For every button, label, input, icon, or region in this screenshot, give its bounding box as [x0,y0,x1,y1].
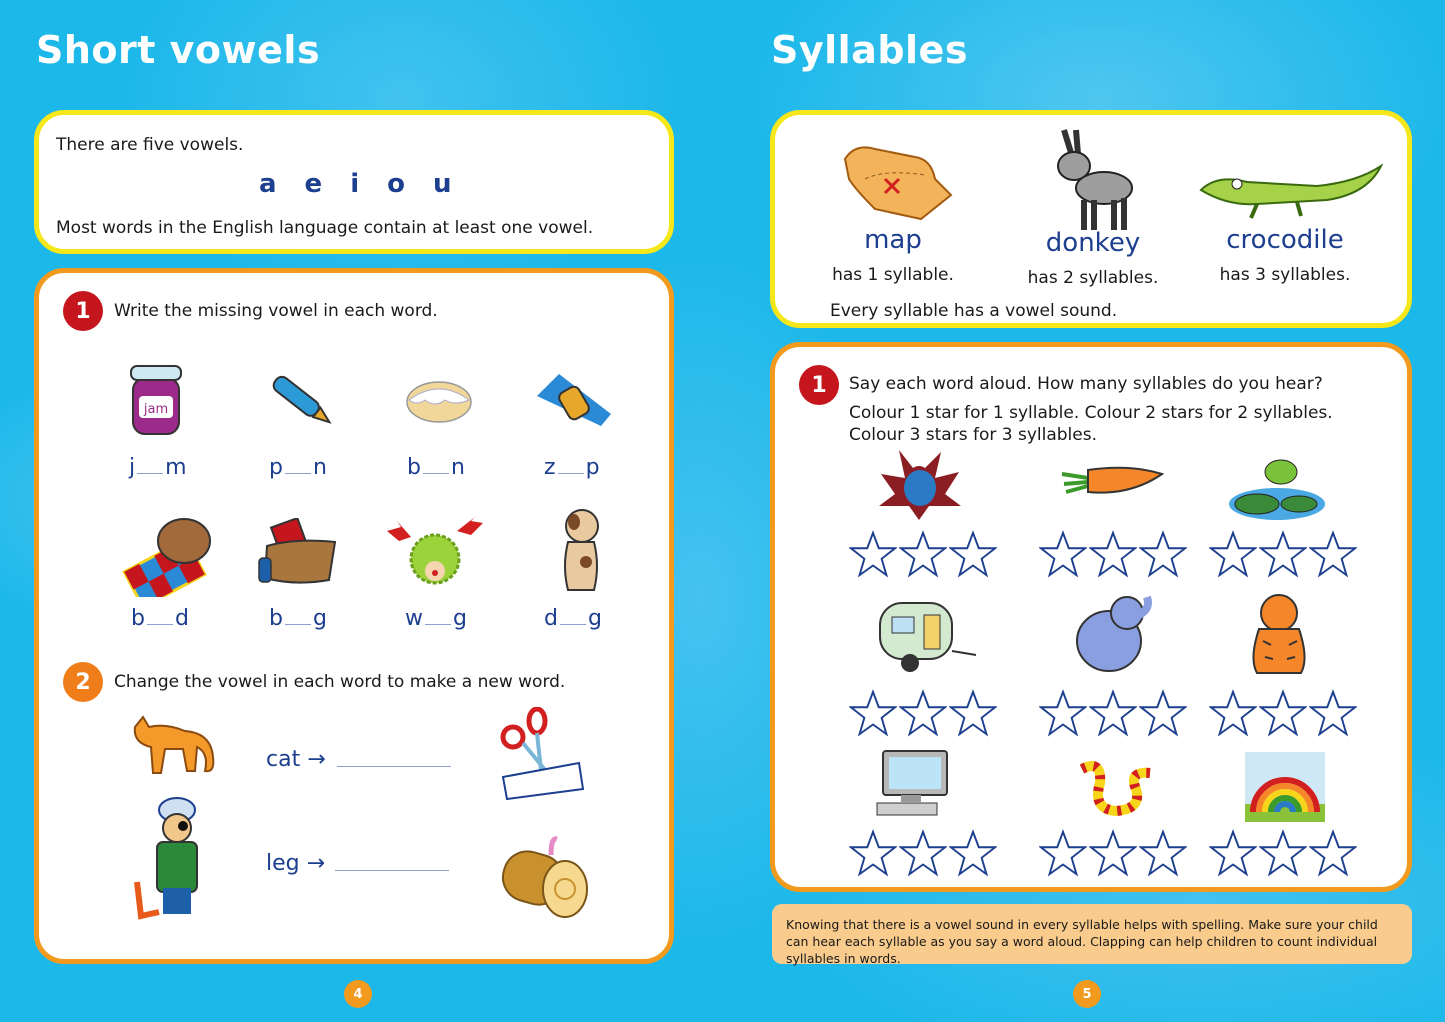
star-rating-computer [849,829,997,877]
vowel-u: u [432,169,452,199]
star-icon[interactable] [1089,530,1137,578]
activity-1-instruction: Write the missing vowel in each word. [114,301,438,321]
word-j-m: j m [129,455,187,480]
page-title-short-vowels: Short vowels [36,28,321,72]
star-rating-carrot [1039,530,1187,578]
star-icon[interactable] [899,689,947,737]
star-icon[interactable] [849,530,897,578]
word-b-g: b g [269,606,327,631]
star-icon[interactable] [1139,530,1187,578]
example-desc-map: has 1 syllable. [832,265,954,285]
star-icon[interactable] [899,530,947,578]
syllable-examples-box [770,110,1412,328]
star-icon[interactable] [1089,829,1137,877]
donkey-picture [1045,125,1145,235]
carrot-picture [1059,457,1165,507]
word-d-g: d g [544,606,602,631]
star-icon[interactable] [1259,689,1307,737]
vowel-o: o [387,169,405,199]
example-desc-donkey: has 2 syllables. [1027,268,1159,288]
word-b-d: b d [131,606,189,631]
star-icon[interactable] [949,689,997,737]
star-icon[interactable] [899,829,947,877]
example-word-map: map [864,225,922,255]
dog-picture [551,505,615,597]
star-rating-tiger [1209,689,1357,737]
bun-picture [403,373,475,429]
word-b-n: b n [407,455,465,480]
elephant-picture [1065,587,1155,679]
star-icon[interactable] [1259,530,1307,578]
log-picture [497,825,597,925]
activity-instruction-line3: Colour 3 stars for 3 syllables. [849,425,1097,445]
answer-line-leg[interactable] [335,870,449,871]
jam-jar-picture [121,361,191,441]
syllables-activity-box [770,342,1412,892]
example-word-crocodile: crocodile [1226,225,1344,255]
activity-2-badge: 2 [63,662,103,702]
vowel-blank[interactable] [285,472,311,474]
star-icon[interactable] [1309,829,1357,877]
star-icon[interactable] [1259,829,1307,877]
vowel-i: i [350,169,360,199]
parent-tip-box: Knowing that there is a vowel sound in every syllable helps with spelling. Make sure your child can hear each syllable as you say a word aloud. Clapping can help children to count individual syllables in words. [772,904,1412,964]
intro-line2: Most words in the English language contain at least one vowel. [56,218,594,238]
example-desc-crocodile: has 3 syllables. [1219,265,1351,285]
activity-1-badge: 1 [63,291,103,331]
vowel-list [259,169,452,199]
crocodile-picture [1195,155,1385,225]
answer-line-cat[interactable] [337,766,451,767]
pirate-picture [129,795,219,930]
vowel-blank[interactable] [285,623,311,625]
star-rating-bat [849,530,997,578]
page-title-syllables: Syllables [771,28,968,72]
pen-picture [261,365,341,435]
star-icon[interactable] [1139,689,1187,737]
arrow-right-icon: → [307,747,326,772]
star-icon[interactable] [849,829,897,877]
zip-picture [531,365,617,435]
intro-line1: There are five vowels. [56,135,244,155]
page-number-5: 5 [1073,980,1101,1008]
activity-instruction-line1: Say each word aloud. How many syllables do you hear? [849,374,1323,394]
examples-note: Every syllable has a vowel sound. [830,301,1118,321]
star-icon[interactable] [1209,530,1257,578]
word-p-n: p n [269,455,327,480]
vowel-blank[interactable] [558,472,584,474]
page-number-4: 4 [344,980,372,1008]
svg-text:jam: jam [143,402,169,417]
star-icon[interactable] [1309,689,1357,737]
wig-picture [383,517,487,593]
star-icon[interactable] [1209,689,1257,737]
star-icon[interactable] [1209,829,1257,877]
star-icon[interactable] [1039,829,1087,877]
scissors-cut-picture [499,705,585,805]
star-icon[interactable] [949,530,997,578]
word-z-p: z p [544,455,600,480]
star-icon[interactable] [1089,689,1137,737]
vowel-e: e [304,169,323,199]
cat-picture [123,711,223,781]
short-vowels-activity-box [34,268,674,964]
star-rating-caravan [849,689,997,737]
vowel-blank[interactable] [423,472,449,474]
star-rating-frog [1209,530,1357,578]
activity-1-badge: 1 [799,365,839,405]
bed-picture [111,509,221,599]
vowel-a: a [259,169,277,199]
vowels-intro-box [34,110,674,254]
activity-instruction-line2: Colour 1 star for 1 syllable. Colour 2 stars for 2 syllables. [849,403,1333,423]
star-icon[interactable] [949,829,997,877]
rainbow-picture [1243,751,1327,823]
star-icon[interactable] [1139,829,1187,877]
frog-picture [1225,451,1331,523]
activity-2-instruction: Change the vowel in each word to make a new word. [114,672,566,692]
star-icon[interactable] [1039,689,1087,737]
arrow-right-icon: → [306,851,326,876]
bat-picture [875,447,965,523]
computer-picture [871,747,961,827]
star-rating-snake [1039,829,1187,877]
vowel-blank[interactable] [425,623,451,625]
cat-word: cat → [266,747,326,772]
example-word-donkey: donkey [1045,228,1141,258]
vowel-blank[interactable] [137,472,163,474]
star-rating-elephant [1039,689,1187,737]
word-w-g: w g [405,606,467,631]
leg-word: leg → [266,851,326,876]
vowel-blank[interactable] [147,623,173,625]
caravan-picture [871,591,981,681]
star-icon[interactable] [1309,530,1357,578]
vowel-blank[interactable] [560,623,586,625]
star-rating-rainbow [1209,829,1357,877]
bag-picture [253,513,343,593]
snake-picture [1071,757,1157,823]
star-icon[interactable] [849,689,897,737]
map-picture [833,137,957,227]
star-icon[interactable] [1039,530,1087,578]
tiger-picture [1239,587,1319,679]
